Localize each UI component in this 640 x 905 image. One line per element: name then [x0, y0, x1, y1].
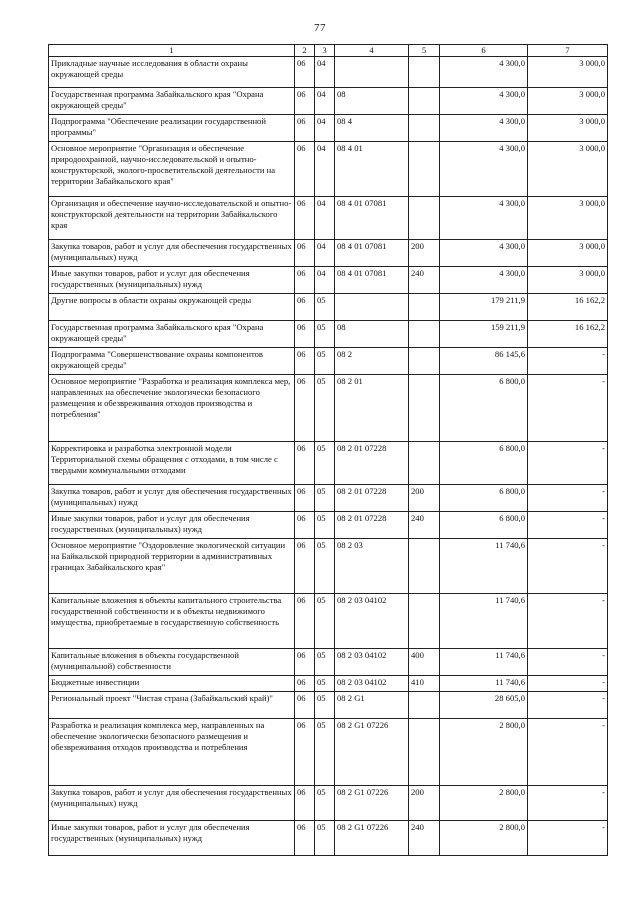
target-article-code: 08 2 03: [335, 539, 409, 594]
amount-col6: 2 800,0: [440, 821, 528, 856]
subsection-code: 04: [315, 197, 335, 240]
expense-type-code: 200: [409, 485, 440, 512]
section-code: 06: [295, 676, 315, 692]
section-code: 06: [295, 539, 315, 594]
expense-type-code: [409, 442, 440, 485]
table-row: [49, 692, 608, 719]
amount-col6: 6 800,0: [440, 375, 528, 442]
budget-item-name: Другие вопросы в области охраны окружающей среды: [49, 294, 295, 321]
section-code: 06: [295, 692, 315, 719]
budget-item-name: Закупка товаров, работ и услуг для обеспечения государственных (муниципальных) нужд: [49, 786, 295, 821]
amount-col6: 11 740,6: [440, 539, 528, 594]
expense-type-code: 200: [409, 240, 440, 267]
section-code: 06: [295, 294, 315, 321]
subsection-code: 04: [315, 267, 335, 294]
budget-item-name: Капитальные вложения в объекты государственной (муниципальной) собственности: [49, 649, 295, 676]
section-code: 06: [295, 115, 315, 142]
subsection-code: 05: [315, 594, 335, 649]
table-row: [49, 115, 608, 142]
amount-col6: 28 605,0: [440, 692, 528, 719]
amount-col7: -: [528, 649, 608, 676]
expense-type-code: [409, 197, 440, 240]
expense-type-code: [409, 88, 440, 115]
amount-col6: 4 300,0: [440, 115, 528, 142]
target-article-code: 08 2 01: [335, 375, 409, 442]
target-article-code: 08 2 03 04102: [335, 594, 409, 649]
target-article-code: [335, 57, 409, 88]
table-row: [49, 375, 608, 442]
header-cell: 4: [335, 45, 409, 57]
subsection-code: 04: [315, 88, 335, 115]
budget-item-name: Иные закупки товаров, работ и услуг для обеспечения государственных (муниципальных) нужд: [49, 267, 295, 294]
amount-col6: 86 145,6: [440, 348, 528, 375]
target-article-code: 08: [335, 321, 409, 348]
table-row: [49, 786, 608, 821]
section-code: 06: [295, 240, 315, 267]
amount-col6: 6 800,0: [440, 485, 528, 512]
budget-item-name: Государственная программа Забайкальского края "Охрана окружающей среды": [49, 88, 295, 115]
expense-type-code: [409, 321, 440, 348]
budget-item-name: Закупка товаров, работ и услуг для обеспечения государственных (муниципальных) нужд: [49, 240, 295, 267]
target-article-code: 08 4 01 07081: [335, 267, 409, 294]
budget-item-name: Иные закупки товаров, работ и услуг для обеспечения государственных (муниципальных) нужд: [49, 821, 295, 856]
section-code: 06: [295, 88, 315, 115]
target-article-code: 08 2 G1: [335, 692, 409, 719]
subsection-code: 05: [315, 719, 335, 786]
expense-type-code: 240: [409, 512, 440, 539]
budget-item-name: Прикладные научные исследования в области охраны окружающей среды: [49, 57, 295, 88]
expense-type-code: 240: [409, 821, 440, 856]
budget-item-name: Закупка товаров, работ и услуг для обеспечения государственных (муниципальных) нужд: [49, 485, 295, 512]
amount-col6: 2 800,0: [440, 719, 528, 786]
target-article-code: 08 2 03 04102: [335, 676, 409, 692]
target-article-code: 08 4 01 07081: [335, 240, 409, 267]
expense-type-code: [409, 719, 440, 786]
expense-type-code: [409, 57, 440, 88]
amount-col7: -: [528, 375, 608, 442]
subsection-code: 05: [315, 539, 335, 594]
table-row: [49, 267, 608, 294]
amount-col7: 3 000,0: [528, 115, 608, 142]
expense-type-code: [409, 142, 440, 197]
amount-col6: 11 740,6: [440, 594, 528, 649]
amount-col7: -: [528, 442, 608, 485]
target-article-code: 08 4 01 07081: [335, 197, 409, 240]
budget-item-name: Корректировка и разработка электронной модели Территориальной схемы обращения с отходами, в том числе с твердыми коммунальными отходами: [49, 442, 295, 485]
table-row: [49, 348, 608, 375]
amount-col7: 16 162,2: [528, 321, 608, 348]
amount-col7: -: [528, 539, 608, 594]
amount-col7: -: [528, 676, 608, 692]
section-code: 06: [295, 375, 315, 442]
amount-col6: 4 300,0: [440, 57, 528, 88]
table-row: [49, 321, 608, 348]
budget-item-name: Иные закупки товаров, работ и услуг для обеспечения государственных (муниципальных) нужд: [49, 512, 295, 539]
amount-col7: 3 000,0: [528, 88, 608, 115]
table-row: [49, 594, 608, 649]
amount-col6: 4 300,0: [440, 267, 528, 294]
budget-item-name: Подпрограмма "Совершенствование охраны компонентов окружающей среды": [49, 348, 295, 375]
subsection-code: 05: [315, 676, 335, 692]
amount-col7: -: [528, 821, 608, 856]
table-row: [49, 57, 608, 88]
subsection-code: 05: [315, 692, 335, 719]
expense-type-code: [409, 692, 440, 719]
table-row: [49, 649, 608, 676]
subsection-code: 05: [315, 348, 335, 375]
expense-type-code: [409, 539, 440, 594]
table-body: [49, 57, 608, 856]
section-code: 06: [295, 57, 315, 88]
table-row: [49, 240, 608, 267]
table-row: [49, 821, 608, 856]
table-row: [49, 142, 608, 197]
table-row: [49, 442, 608, 485]
section-code: 06: [295, 485, 315, 512]
expense-type-code: 410: [409, 676, 440, 692]
amount-col6: 6 800,0: [440, 442, 528, 485]
subsection-code: 05: [315, 442, 335, 485]
section-code: 06: [295, 512, 315, 539]
subsection-code: 05: [315, 485, 335, 512]
target-article-code: 08 2 G1 07226: [335, 821, 409, 856]
section-code: 06: [295, 321, 315, 348]
target-article-code: 08: [335, 88, 409, 115]
table-row: [49, 719, 608, 786]
budget-item-name: Организация и обеспечение научно-исследовательской и опытно-конструкторской деятельности на территории Забайкальского края: [49, 197, 295, 240]
amount-col6: 11 740,6: [440, 676, 528, 692]
table-row: [49, 88, 608, 115]
table-row: [49, 512, 608, 539]
subsection-code: 04: [315, 57, 335, 88]
expense-type-code: 240: [409, 267, 440, 294]
amount-col6: 159 211,9: [440, 321, 528, 348]
budget-table: [48, 44, 608, 856]
budget-item-name: Капитальные вложения в объекты капитального строительства государственной собственности и в объекты недвижимого имущества, приобретаемые в государственную собственность: [49, 594, 295, 649]
section-code: 06: [295, 267, 315, 294]
amount-col7: -: [528, 692, 608, 719]
target-article-code: [335, 294, 409, 321]
header-cell: 2: [295, 45, 315, 57]
amount-col6: 2 800,0: [440, 786, 528, 821]
target-article-code: 08 2 G1 07226: [335, 786, 409, 821]
amount-col7: -: [528, 512, 608, 539]
target-article-code: 08 2: [335, 348, 409, 375]
amount-col7: 3 000,0: [528, 240, 608, 267]
amount-col6: 4 300,0: [440, 240, 528, 267]
header-cell: 7: [528, 45, 608, 57]
amount-col7: -: [528, 786, 608, 821]
budget-item-name: Государственная программа Забайкальского края "Охрана окружающей среды": [49, 321, 295, 348]
target-article-code: 08 4: [335, 115, 409, 142]
amount-col7: -: [528, 485, 608, 512]
section-code: 06: [295, 649, 315, 676]
target-article-code: 08 2 01 07228: [335, 512, 409, 539]
expense-type-code: [409, 115, 440, 142]
budget-item-name: Бюджетные инвестиции: [49, 676, 295, 692]
target-article-code: 08 2 01 07228: [335, 442, 409, 485]
amount-col7: -: [528, 719, 608, 786]
header-cell: 6: [440, 45, 528, 57]
expense-type-code: [409, 348, 440, 375]
subsection-code: 05: [315, 512, 335, 539]
amount-col7: -: [528, 348, 608, 375]
header-cell: 3: [315, 45, 335, 57]
expense-type-code: [409, 294, 440, 321]
section-code: 06: [295, 719, 315, 786]
section-code: 06: [295, 786, 315, 821]
budget-item-name: Основное мероприятие "Организация и обеспечение природоохранной, научно-исследовательской и опытно- конструкторской, эколого-просветительской деятельности на территории Забайкальского края": [49, 142, 295, 197]
subsection-code: 05: [315, 375, 335, 442]
amount-col7: 16 162,2: [528, 294, 608, 321]
amount-col6: 6 800,0: [440, 512, 528, 539]
table-row: [49, 294, 608, 321]
subsection-code: 04: [315, 240, 335, 267]
table-row: [49, 485, 608, 512]
expense-type-code: 400: [409, 649, 440, 676]
amount-col7: -: [528, 594, 608, 649]
header-cell: 1: [49, 45, 295, 57]
amount-col6: 11 740,6: [440, 649, 528, 676]
budget-item-name: Основное мероприятие "Разработка и реализация комплекса мер, направленных на обеспечение экологически безопасного размещения и обезвреживания отходов производства и потребления": [49, 375, 295, 442]
amount-col7: 3 000,0: [528, 267, 608, 294]
table-row: [49, 539, 608, 594]
table-row: [49, 676, 608, 692]
subsection-code: 04: [315, 142, 335, 197]
budget-item-name: Разработка и реализация комплекса мер, направленных на обеспечение экологически безопасного размещения и обезвреживания отходов производства и потребления: [49, 719, 295, 786]
target-article-code: 08 2 03 04102: [335, 649, 409, 676]
amount-col6: 4 300,0: [440, 197, 528, 240]
budget-item-name: Подпрограмма "Обеспечение реализации государственной программы": [49, 115, 295, 142]
subsection-code: 05: [315, 294, 335, 321]
target-article-code: 08 4 01: [335, 142, 409, 197]
section-code: 06: [295, 821, 315, 856]
target-article-code: 08 2 G1 07226: [335, 719, 409, 786]
amount-col7: 3 000,0: [528, 142, 608, 197]
amount-col6: 4 300,0: [440, 142, 528, 197]
subsection-code: 05: [315, 649, 335, 676]
subsection-code: 04: [315, 115, 335, 142]
subsection-code: 05: [315, 821, 335, 856]
section-code: 06: [295, 142, 315, 197]
section-code: 06: [295, 348, 315, 375]
amount-col6: 4 300,0: [440, 88, 528, 115]
budget-item-name: Основное мероприятие "Оздоровление экологической ситуации на Байкальской природной территории в административных границах Забайкальского края": [49, 539, 295, 594]
expense-type-code: [409, 594, 440, 649]
section-code: 06: [295, 442, 315, 485]
expense-type-code: [409, 375, 440, 442]
table-row: [49, 197, 608, 240]
page-number: 77: [314, 22, 326, 34]
amount-col7: 3 000,0: [528, 197, 608, 240]
subsection-code: 05: [315, 786, 335, 821]
budget-item-name: Региональный проект "Чистая страна (Забайкальский край)": [49, 692, 295, 719]
amount-col6: 179 211,9: [440, 294, 528, 321]
amount-col7: 3 000,0: [528, 57, 608, 88]
section-code: 06: [295, 197, 315, 240]
target-article-code: 08 2 01 07228: [335, 485, 409, 512]
section-code: 06: [295, 594, 315, 649]
header-row: [49, 45, 608, 57]
subsection-code: 05: [315, 321, 335, 348]
header-cell: 5: [409, 45, 440, 57]
expense-type-code: 200: [409, 786, 440, 821]
